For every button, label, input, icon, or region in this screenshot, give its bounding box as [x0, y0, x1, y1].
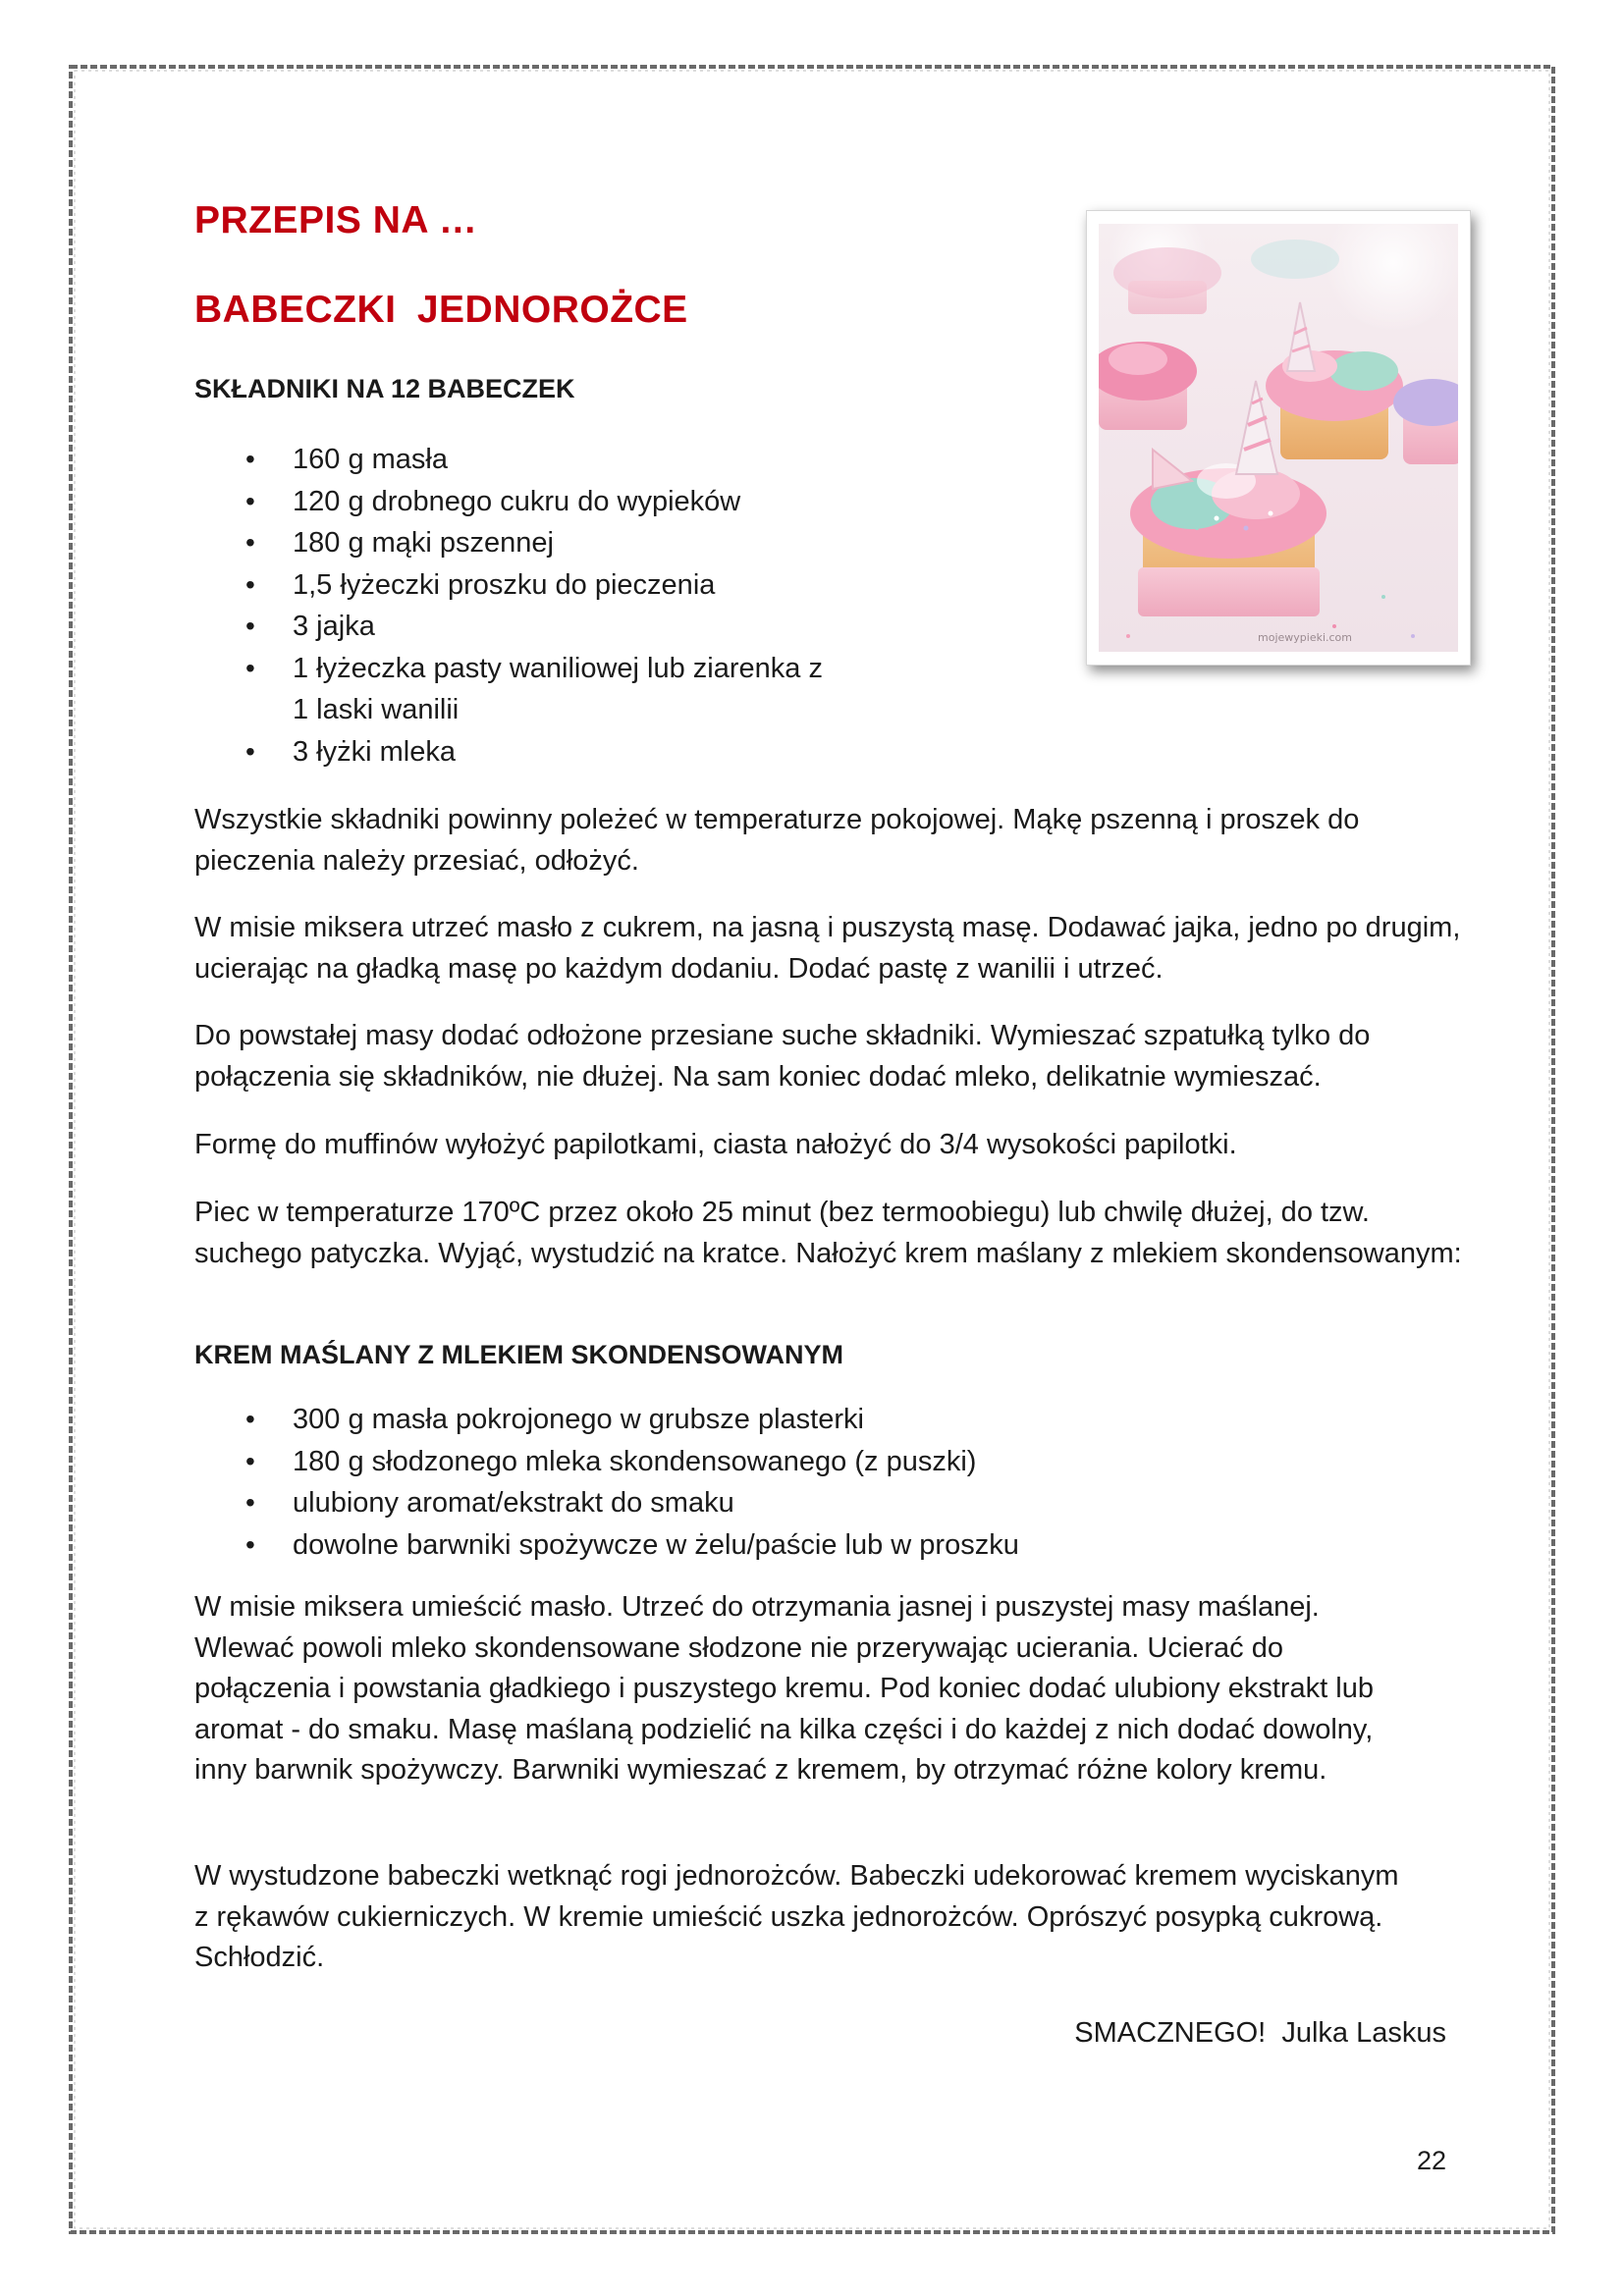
- list-item: • 180 g słodzonego mleka skondensowanego (z puszki): [194, 1441, 1422, 1483]
- page-number: 22: [1416, 2146, 1446, 2175]
- ingredients-list: [194, 439, 1000, 773]
- cupcake-photo-frame: [1086, 210, 1471, 666]
- step-paragraph: Formę do muffinów wyłożyć papilotkami, ciasta nałożyć do 3/4 wysokości papilotki.: [194, 1129, 1237, 1160]
- list-item: • 3 łyżki mleka: [194, 731, 1000, 774]
- list-item: • 3 jajka: [194, 606, 1000, 648]
- list-item: • dowolne barwniki spożywcze w żelu/paście lub w proszku: [194, 1524, 1422, 1567]
- recipe-title-line2: BABECZKI JEDNOROŻCE: [194, 289, 688, 331]
- step-paragraph: Piec w temperaturze 170ºC przez około 25 minut (bez termoobiegu) lub chwilę dłużej, do tzw. suchego patyczka. Wyjąć, wystudzić na kratce. Nałożyć krem maślany z mlekiem skondensowanym:: [194, 1197, 1462, 1269]
- list-item: • ulubiony aromat/ekstrakt do smaku: [194, 1482, 1422, 1524]
- signature: SMACZNEGO! Julka Laskus: [1074, 2017, 1446, 2049]
- list-item: • 160 g masła: [194, 439, 1000, 481]
- step-paragraph: Wszystkie składniki powinny poleżeć w temperaturze pokojowej. Mąkę pszenną i proszek do pieczenia należy przesiać, odłożyć.: [194, 804, 1360, 877]
- ingredients-heading: SKŁADNIKI NA 12 BABECZEK: [194, 374, 575, 403]
- unicorn-cupcake-photo: [1099, 224, 1458, 652]
- list-item: • 1,5 łyżeczki proszku do pieczenia: [194, 564, 1000, 607]
- list-item: • 1 łyżeczka pasty waniliowej lub ziarenka z 1 laski wanilii: [194, 648, 1000, 731]
- photo-watermark: mojewypieki.com: [1258, 631, 1352, 644]
- recipe-title-line1: PRZEPIS NA …: [194, 199, 478, 241]
- step-paragraph: W misie miksera utrzeć masło z cukrem, na jasną i puszystą masę. Dodawać jajka, jedno po drugim, ucierając na gładką masę po każdym dodaniu. Dodać pastę z wanilii i utrzeć.: [194, 912, 1461, 985]
- step-paragraph: Do powstałej masy dodać odłożone przesiane suche składniki. Wymieszać szpatułką tylko do połączenia się składników, nie dłużej. Na sam koniec dodać mleko, delikatnie wymieszać.: [194, 1020, 1371, 1093]
- cream-heading: KREM MAŚLANY Z MLEKIEM SKONDENSOWANYM: [194, 1340, 844, 1369]
- list-item: • 180 g mąki pszennej: [194, 522, 1000, 564]
- cream-instructions: W misie miksera umieścić masło. Utrzeć do otrzymania jasnej i puszystej masy maślanej. Wlewać powoli mleko skondensowane słodzone nie przerywając ucierania. Ucierać do połączenia i powstania gładkiego i puszystego kremu. Pod koniec dodać ulubiony ekstrakt lub aromat - do smaku. Masę maślaną podzielić na kilka części i do każdej z nich dodać dowolny, inny barwnik spożywczy. Barwniki wymieszać z kremem, by otrzymać różne kolory kremu.: [194, 1591, 1374, 1786]
- list-item: • 120 g drobnego cukru do wypieków: [194, 481, 1000, 523]
- cream-ingredients-list: [194, 1399, 1422, 1566]
- decoration-instructions: W wystudzone babeczki wetknąć rogi jednorożców. Babeczki udekorować kremem wyciskanym z rękawów cukierniczych. W kremie umieścić uszka jednorożców. Oprószyć posypką cukrową. Schłodzić.: [194, 1860, 1399, 1973]
- list-item: • 300 g masła pokrojonego w grubsze plasterki: [194, 1399, 1422, 1441]
